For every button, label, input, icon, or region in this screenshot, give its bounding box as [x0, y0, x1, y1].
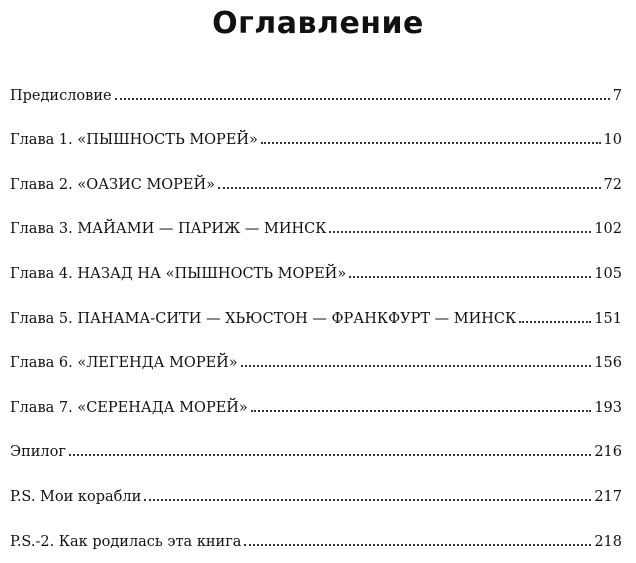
- toc-entry: [10, 340, 622, 385]
- toc-entry-label: Эпилог: [10, 444, 66, 461]
- toc-entry-label: Глава 5. ПАНАМА-СИТИ — ХЬЮСТОН — ФРАНКФУРТ — МИНСК: [10, 310, 517, 327]
- toc-entry: [10, 250, 622, 295]
- toc-entry-page: 151: [594, 310, 622, 327]
- dot-leader: [241, 365, 592, 367]
- toc-entry-label: Глава 1. «ПЫШНОСТЬ МОРЕЙ»: [10, 132, 258, 149]
- toc-entry-label: Глава 3. МАЙАМИ — ПАРИЖ — МИНСК: [10, 221, 327, 238]
- toc-entry-page: 218: [594, 533, 622, 550]
- toc-entry: [10, 518, 622, 563]
- toc-entry-label: P.S. Мои корабли: [10, 488, 142, 505]
- toc-entry-page: 105: [594, 265, 622, 282]
- dot-leader: [115, 98, 610, 100]
- toc-entry-page: 7: [612, 87, 622, 104]
- toc-entry: [10, 206, 622, 251]
- toc-entry-label: Предисловие: [10, 87, 112, 104]
- dot-leader: [69, 454, 591, 456]
- toc-entry: [10, 72, 622, 117]
- toc-entry: [10, 117, 622, 162]
- toc-entry-label: Глава 2. «ОАЗИС МОРЕЙ»: [10, 176, 216, 193]
- dot-leader: [144, 499, 591, 501]
- toc-entry: [10, 384, 622, 429]
- toc-entry-label: Глава 6. «ЛЕГЕНДА МОРЕЙ»: [10, 355, 238, 372]
- dot-leader: [329, 231, 591, 233]
- toc-entry-label: Глава 7. «СЕРЕНАДА МОРЕЙ»: [10, 399, 248, 416]
- toc-entry: [10, 161, 622, 206]
- toc-entry: [10, 429, 622, 474]
- toc-entry-page: 156: [594, 355, 622, 372]
- toc-entry: [10, 295, 622, 340]
- page-title: Оглавление: [212, 6, 424, 41]
- toc-entry-label: P.S.-2. Как родилась эта книга: [10, 533, 242, 550]
- toc-entry-page: 216: [594, 444, 622, 461]
- dot-leader: [218, 187, 601, 189]
- toc-entry-label: Глава 4. НАЗАД НА «ПЫШНОСТЬ МОРЕЙ»: [10, 265, 347, 282]
- toc-entry: [10, 473, 622, 518]
- dot-leader: [244, 544, 591, 546]
- toc-entry-page: 72: [603, 176, 622, 193]
- dot-leader: [349, 276, 591, 278]
- dot-leader: [519, 321, 591, 323]
- toc-entry-page: 217: [594, 488, 622, 505]
- toc-entry-page: 102: [594, 221, 622, 238]
- toc-entry-page: 10: [603, 132, 622, 149]
- dot-leader: [251, 410, 592, 412]
- toc-entry-page: 193: [594, 399, 622, 416]
- toc-list: [10, 72, 622, 563]
- dot-leader: [261, 142, 601, 144]
